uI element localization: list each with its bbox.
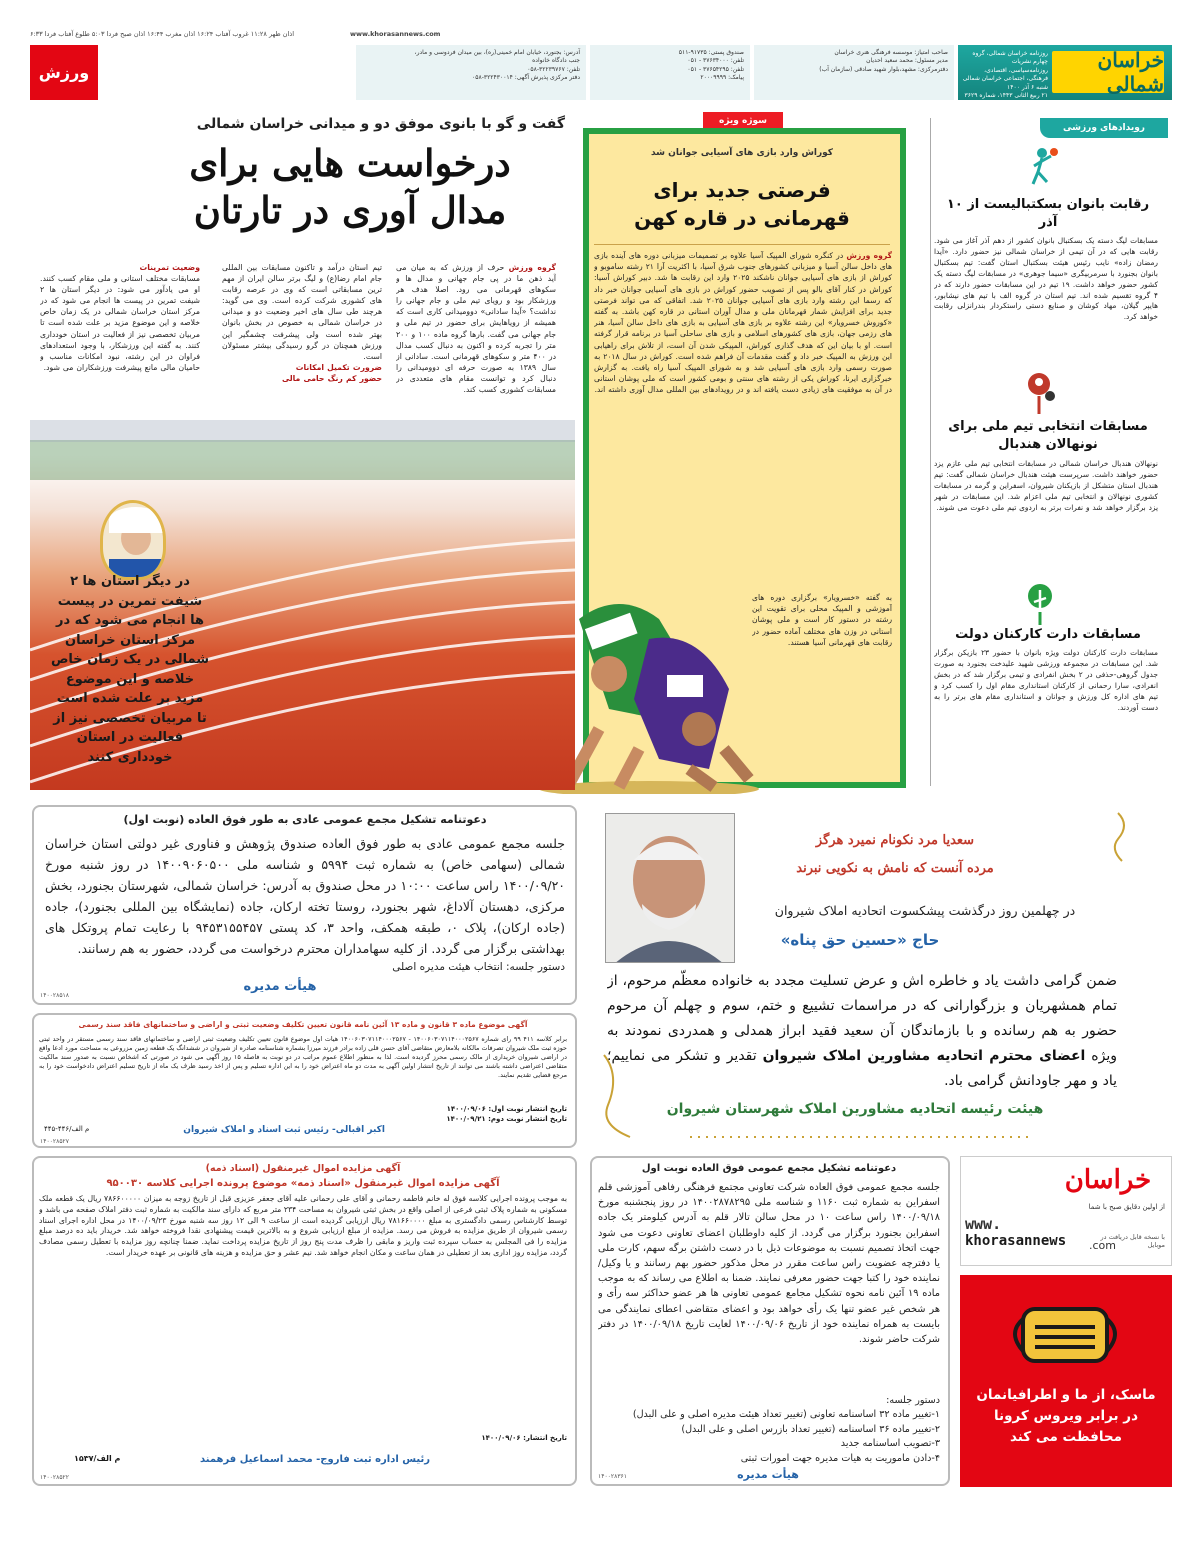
feature-subhead: حضور کم رنگ حامی مالی — [281, 373, 382, 383]
ad-text: به موجب پرونده اجرایی کلاسه فوق له خانم فاطمه رحمانی و آقای علی رحمانی علیه آقای جعفر عزیزی قبل از تاریخ زوجه به میزان ۷۸۶۶۰۰۰۰۰ ریال یک قطعه ملک مسکونی به شماره پلاک ثبتی فرعی از اصلی واقع در بخش ثبتی شیروان به مساحت ۲۳۴ متر مربع که دارای سند مالکیت به شماره ثبت دفتر املاک صفحه می باشد و توسط کارشناس رسمی دادگستری به مبلغ ۷۸۱۶۶۰۰۰۰ ریال ارزیابی گردیده است از ساعت ۹ الی ۱۲ روز سه شنبه مورخ ۱۴۰۰/۰۹/۲۳ در محل اداره اجرای اسناد رسمی شیروان از طریق مزایده به فروش می رسد. مزایده از مبلغ ارزیابی شروع و به بالاترین قیمت پیشنهادی نقدا فروخته خواهد شد. خریدار باید ده درصد مبلغ مزایده را فی المجلس به حساب سپرده ثبت واریز و مابقی را ظرف مدت پنج روز از تاریخ مزایده پرداخت نماید. ضمنا چنانچه روز مزایده با تعطیل رسمی مصادف گردد، مزایده روز اداری بعد از تعطیلی در همان ساعت و مکان انجام خواهد شد. نیم عشر و حق مزایده و هزینه های قانونی بر عهده خریدار است. — [39, 1194, 567, 1257]
column-divider — [930, 118, 931, 786]
ad-signature: رئیس اداره ثبت فاروج- محمد اسماعیل فرهمند — [199, 1454, 430, 1465]
ad-title: دعوتنامه تشکیل مجمع عمومی عادی به طور فوق العاده (نوبت اول) — [123, 813, 487, 826]
ad-date1: تاریخ انتشار نوبت اول: ۱۴۰۰/۰۹/۰۶ — [446, 1105, 567, 1113]
verse-line2: مرده آنست که نامش به نکویی نبرند — [796, 861, 994, 876]
ad-subtitle: آگهی مزایده اموال غیرمنقول «اسناد ذمه» موضوع پرونده اجرایی کلاسه ۹۵۰۰۳۰ — [106, 1178, 500, 1189]
feature-subhead: وضعیت تمرینات — [139, 263, 200, 272]
ad-code: ۱۴۰۰۲۸۵۱۸ — [40, 992, 70, 999]
ad-code2: ۱۴۰۰۲۸۵۲۲ — [40, 1474, 70, 1481]
special-text: گروه ورزش در کنگره شورای المپیک آسیا علاوه بر تصمیمات میزبانی دوره های آینده بازی های داخل سالن آسیا و میزبانی کشورهای جنوب شرق آسیا، با اکثریت آرا ۲۱ رشته ساموبو و کوراش از بازی های آسیایی جوانان ناشکند ۲۰۲۵ وارد این رقابت ها شد. دبیر کوراش آسیا: کوراش در کنار آقای بالو پس از تصویب حضور کوراش در بازی های آسیایی جوانان خبر داد که رسما این رشته وارد بازی های آسیایی جوانان ۲۰۲۵ شد. اتفاقی که می تواند فرصتی جدید برای افزایش شمار قهرمانان ملی و مدال آوران استانی در قاره کهن باشد. به گفته «کوروش خسرویار» این رشته علاوه بر بازی های آسیایی به بازی های داخل سالن آسیا، هنر های رزمی جهان، بازی های کشورهای اسلامی و بازی های ساحلی آسیا در برنامه قرار گرفته است. او با بیان این که هدف گذاری کوراش، المپیکی شدن آن است، از تلاش برای راهیابی این ورزش به المپیک خبر داد و گفت مقدمات آن فراهم شده است. کوراش در سال ۲۰۱۸ به صورت رسمی وارد بازی های آسیایی شد و به شورای المپیک آسیا راه یافت. به گزارش خبرگزاری ایرنا، کوراش یکی از رشته های سنتی و بومی کشور است که ملی پوشان استانی در آن به موفقیت های زیادی دست یافته اند و در رویدادهای بین المللی مدال آوری داشته اند. — [594, 251, 892, 395]
site-url[interactable]: www.khorasannews.com — [350, 30, 441, 38]
special-tag: سوژه ویژه — [703, 112, 783, 130]
ad-cooperative-notice — [590, 1156, 950, 1486]
ad-title: آگهی موضوع ماده ۳ قانون و ماده ۱۳ آئین نامه قانون تعیین تکلیف وضعیت ثبتی و اراضی و ساختمانهای فاقد سند رسمی — [78, 1020, 528, 1029]
ad-auction-notice — [32, 1156, 577, 1486]
ad-date2: تاریخ انتشار نوبت دوم: ۱۴۰۰/۰۹/۲۱ — [446, 1115, 567, 1123]
condolence-intro: در چهلمین روز درگذشت پیشکسوت اتحادیه املاک شیروان — [774, 903, 1076, 918]
special-title: فرصتی جدید برای قهرمانی در قاره کهن — [634, 178, 850, 230]
prayer-times: اذان ظهر ۱۱:۲۸ غروب آفتاب ۱۶:۲۴ اذان مغرب ۱۶:۴۴ اذان صبح فردا ۵:۰۳ طلوع آفتاب فردا ۶:۳۳ — [30, 30, 295, 38]
event-title: رقابت بانوان بسکتبالیست از ۱۰ آذر — [946, 197, 1150, 230]
ad-text: جلسه مجمع عمومی عادی به طور فوق العاده صندوق پژوهش و فناوری غیر دولتی استان خراسان شمالی (سهامی خاص) به شماره ثبت ۵۹۹۴ و شناسه ملی ۱۴۰۰۹۰۶۰۵۰۰ در روز شنبه مورخ ۱۴۰۰/۰۹/۲۰ راس ساعت ۱۰:۰۰ در محل صندوق به آدرس: خراسان شمالی، شهرستان بجنورد، بخش مرکزی، دهستان آلاداغ، شهر بجنورد، روستا تخته ارکان، جاده (نمایشگاه بین المللی بجنورد)، جاده (جاده ارکان)، پلاک ۰، طبقه همکف، واحد ۳، کد پستی ۹۴۵۳۱۵۵۴۵۷ با رعایت تمام پروتکل های بهداشتی برگزار می گردد. از کلیه سهامداران محترم درخواست می گردد، حضور به هم رسانند. — [45, 836, 565, 956]
special-divider — [594, 244, 890, 245]
portrait-icon — [605, 814, 734, 963]
mask-text: ماسک، از ما و اطرافیانمان در برابر ویروس کرونا محافظت می کند — [976, 1387, 1156, 1445]
ad-title: آگهی مزایده اموال غیرمنقول (اسناد ذمه) — [205, 1163, 401, 1174]
athlete-avatar — [100, 500, 166, 580]
ad-signature: اکبر اقبالی- رئیس ثبت اسناد و املاک شیروان — [183, 1125, 385, 1135]
mask-icon — [1005, 1295, 1125, 1375]
khorasan-logo: خراسان — [1064, 1165, 1152, 1195]
event-text: مسابقات دارت کارکنان دولت ویژه بانوان با حضور ۲۳ بازیکن برگزار شد. این مسابقات در مجموعه ورزشی شهید علیدخت بجنورد به صورت جدول گروهی-حذفی در ۲ بخش انفرادی و تیمی برگزار شد که در بخش انفرادی، سارا رحمانی از کارکنان استانداری مقام اول را کسب کرد و تیم های اداره کل ورزش و جوانان و استانداری مقام های برتر را به دست آوردند. — [934, 648, 1158, 712]
postal-info: صندوق پستی: ۹۱۷۳۵-۵۱۱ تلفن: ۳۷۶۳۴۰۰۰ - ۰۵۱ تلفن: ۳۷۶۵۴۲۹۵ - ۰۵۱ پیامک: ۲۰۰۰۹۹۹۹ — [590, 45, 750, 100]
running-icon — [1025, 582, 1055, 626]
khorasan-tagline: از اولین دقایق صبح با شما — [1088, 1203, 1165, 1211]
ad-signature: هیأت مدیره — [737, 1468, 799, 1481]
khorasan-url: www. khorasannews — [965, 1215, 1067, 1249]
ad-code: ۱۴۰۰۲۸۳۶۱ — [598, 1473, 628, 1480]
special-report — [583, 128, 906, 788]
deceased-name: حاج «حسین حق پناه» — [780, 931, 940, 949]
feature-byline: گروه ورزش — [508, 263, 556, 272]
condolence-text: ضمن گرامی داشت یاد و خاطره اش و عرض تسلیت مجدد به خانواده معظّم مرحوم، از تمام همشهریان و بزرگوارانی که در مراسمات تشییع و ختم، سوم و چهلم آن مرحوم حضور به هم رسانده و با بازماندگان آن سعید فقید ابراز همدلی و همدردی نمودند به ویژه اعضای محترم اتحادیه مشاورین املاک شیروان تقدیر و تشکر می نماییم؛ یاد و مهر جاودانش گرامی باد. — [607, 973, 1117, 1089]
special-text-cont: به گفته «خسرویار» برگزاری دوره های آموزشی و المپیک محلی برای تقویت این رشته در دستور کار است و ملی پوشان استانی در وزن های مختلف آماده حضور در رقابت های قهرمانی آسیا هستند. — [752, 593, 892, 647]
ad-agenda: دستور جلسه: انتخاب هیئت مدیره اصلی — [392, 961, 565, 973]
ad-text: برابر کلاسه ۴۱۱ ۹۹ رای شماره ۱۴۰۰۶۰۳۰۷۱۱۴۰۰۰۲۵۶۷ - ۱۴۰۰۶۰۳۰۷۱۱۴۰۰۰۲۵۶۷ هیات اول موضوع قانون تعیین تکلیف وضعیت ثبتی اراضی و ساختمانهای فاقد سند رسمی مستقر در واحد ثبتی حوزه ثبت ملک شیروان تصرفات مالکانه بلامعارض متقاضی آقای حسن قلی زاده برادر فرزند میرزا بشماره شناسنامه صادره از شیروان در ششدانگ یک قطعه زمین مزروعی به مساحت مورد ادعا واقع در اراضی شیروان خریداری از مالک رسمی محرز گردیده است. لذا به منظور اطلاع عموم مراتب در دو نوبت به فاصله ۱۵ روز آگهی می شود در صورتی که اشخاص نسبت به صدور سند مالکیت متقاضی اعتراضی داشته باشند می توانند از تاریخ انتشار اولین آگهی به مدت دو ماه اعتراض خود را به این اداره تسلیم و پس از اخذ رسید ظرف یک ماه از تاریخ تسلیم اعتراض دادخواست خود را به مرجع قضایی تقدیم نمایند. — [39, 1035, 567, 1079]
mask-ad[interactable] — [960, 1275, 1172, 1487]
ad-date: تاریخ انتشار: ۱۴۰۰/۰۹/۰۶ — [481, 1434, 567, 1442]
address-info: آدرس: بجنورد، خیابان امام خمینی(ره)، بین میدان فردوسی و مادر، جنب دادگاه خانواده تلفن: ۳۲۲۳۹۷۶۷-۰۵۸ دفتر مرکزی پذیرش آگهی: ۳۲۲۴۳۰۰۱۴-۰۵۸ — [356, 45, 586, 100]
ad-assembly-notice — [32, 805, 577, 1005]
feature-title: درخواست هایی برای مدال آوری در تارتان — [189, 141, 511, 232]
condolence-highlight: اعضای محترم اتحادیه مشاورین املاک شیروان — [762, 1048, 1086, 1064]
feature-subhead: ضرورت تکمیل امکانات — [295, 362, 382, 372]
event-text: نونهالان هندبال خراسان شمالی در مسابقات انتخابی تیم ملی عازم یزد حضور خواهند داشت. سرپرست هیئت هندبال خراسان شمالی گفت: تیم هندبال استان متشکل از بازیکنان شیروان، اسفراین و گرمه در مسابقات کشوری نونهالان و انتخابی تیم ملی اعزام شد. این مسابقات در شهر یزد برگزار خواهد شد و نفرات برتر به اردوی تیم ملی دعوت می شوند. — [934, 459, 1158, 512]
ad-code2: ۱۴۰۰۲۸۵۲۷ — [40, 1138, 70, 1145]
ad-text: جلسه مجمع عمومی فوق العاده شرکت تعاونی مجتمع فرهنگی رفاهی آموزشی قلم اسفراین به شماره ثبت ۱۱۶۰ و شناسه ملی ۱۴۰۰۲۸۷۸۲۹۵ در روز پنجشنبه مورخ ۱۴۰۰/۰۹/۱۸ راس ساعت ۱۰ در محل سالن تالار قلم به آدرس کیلومتر یک جاده اسفراین بجنورد برگزار می گردد. از کلیه داوطلبان اعضای تعاونی دعوت می شود جهت اتخاذ تصمیم نسبت به موضوعات ذیل با در دست داشتن برگه سهم، کارت ملی یا دفترچه عضویت راس ساعت مقرر در محل مذکور حضور بهم رسانند و یا وکیل/نماینده خود را کتبا جهت حضور معرفی نمایند. ضمنا به اطلاع می رساند که به موجب ماده ۱۹ آئین نامه نحوه تشکیل مجامع عمومی تعاونی ها هر عضو حداکثر سه رأی و هر شخص غیر عضو تنها یک رأی خواهد بود و اعضای متقاضی اعطای نمایندگی می بایست به همراه نماینده خود از تاریخ ۱۴۰۰/۰۹/۰۶ لغایت تاریخ ۱۴۰۰/۰۹/۱۸ در دفتر شرکت حاضر شوند. — [598, 1182, 940, 1346]
events-tag: رویدادهای ورزشی — [1040, 118, 1168, 138]
event-title: مسابقات انتخابی تیم ملی برای نونهالان هندبال — [948, 419, 1148, 452]
feature-col3: وضعیت تمرینات مسابقات مختلف استانی و ملی مقام کسب کنند. او می یادآور می شود: در دیگر استان ها ۲ شیفت تمرین در پیست ها انجام می شود که در مرکز استان خراسان شمالی در یک زمان خاص خلاصه و این موضوع مزید بر علت شده است تا مربیان تخصصی نیز از فعالیت در استان خودداری کنند. به گفته این ورزشکار، با وجود استعدادهای فراوان در این رشته، نبود امکانات مناسب و حامیان مالی مانع پیشرفت ورزشکاران می شود. — [40, 263, 200, 372]
top-strip — [30, 30, 1172, 42]
special-byline: گروه ورزش — [846, 251, 892, 260]
section-tag[interactable]: ورزش — [30, 45, 98, 100]
issue-info: روزنامه خراسان شمالی، گروه چهارم نشریات روزنامه‌سیاسی، اقتصادی، فرهنگی، اجتماعی خراسان شمالی شنبه ۶ آذر ۱۴۰۰ ۲۱ ربیع الثانی ۱۴۴۳، شماره ۳۶۲۹ — [962, 50, 1048, 100]
event-title: مسابقات دارت کارکنان دولت — [955, 627, 1141, 642]
khorasan-ad[interactable] — [960, 1156, 1172, 1266]
ad-land-notice — [32, 1013, 577, 1148]
ad-code: م الف/۱۵۳۷ — [74, 1454, 121, 1463]
owner-info: صاحب امتیاز: موسسه فرهنگی هنری خراسان مدیر مسئول: محمد سعید احدیان دفترمرکزی: مشهد،بلوار شهید صادقی (سازمان آب) — [754, 45, 954, 100]
condolence-notice — [590, 805, 1135, 1145]
handball-icon — [1022, 372, 1056, 416]
masthead — [30, 45, 1172, 100]
basketball-icon — [1025, 146, 1059, 186]
newspaper-logo[interactable]: خراسان شمالی — [1052, 51, 1164, 93]
ad-signature: هیأت مدیره — [243, 979, 317, 994]
sports-events-column — [930, 118, 1168, 786]
special-kicker: کوراش وارد بازی های آسیایی جوانان شد — [650, 148, 834, 158]
ad-code: م الف/۴۴۶-۴۴۵ — [44, 1125, 90, 1133]
event-text: مسابقات لیگ دسته یک بسکتبال بانوان کشور از دهم آذر آغاز می شود. رقابت هایی که در آن تیمی از خراسان شمالی نیز حضور دارد. «آیدا رمضان زاده» نایب رئیس هیئت بسکتبال استان گفت: تیم بسکتبال بانوان بجنورد با سرمربیگری «سیما جوهری» در مسابقات لیگ دسته یک کشور حضور خواهد داشت. ۱۹ تیم در این مسابقات حضور دارند که در ۴ گروه تقسیم شده اند. تیم استان در گروه الف با تیم های نیشابور، هایپر گیلان، مهاد کوشان و صنایع دستی راستکردار بندرانزلی رقابت خواهد کرد. — [934, 236, 1158, 322]
feature-subtitle: گفت و گو با بانوی موفق دو و میدانی خراسان شمالی — [196, 116, 565, 132]
ad-agenda: دستور جلسه: ۱-تغییر ماده ۳۲ اساسنامه تعاونی (تغییر تعداد هیئت مدیره اصلی و علی البدل) ۲-تغییر ماده ۳۶ اساسنامه (تغییر تعداد بازرس اصلی و علی البدل) ۳-تصویب اساسنامه جدید ۴-دادن ماموریت به هیات مدیره جهت امورات ثبتی — [632, 1395, 940, 1464]
khorasan-tld: .com — [1089, 1239, 1116, 1252]
ad-title: دعوتنامه تشکیل مجمع عمومی فوق العاده نوبت اول — [641, 1163, 897, 1174]
feature-col2: تیم استان درآمد و تاکنون مسابقات بین المللی جام امام رضا(ع) و لیگ برتر سالن ایران از مهم ترین مسابقاتی است که وی در عرصه رقابت های کشوری شرکت کرده است. وی می گوید: هرچند طی سال های اخیر وضعیت دو و میدانی در خراسان شمالی به خصوص در بخش بانوان بهتر شده است ولی پیشرفت چشمگیر این ورزش همچنان در گرو رسیدگی بیشتر مسئولان است. ضرورت تکمیل امکانات حضور کم رنگ حامی مالی — [222, 263, 382, 383]
pull-quote: در دیگر استان ها ۲ شیفت تمرین در پیست ها انجام می شود که در مرکز استان خراسان شمالی در یک زمان خاص خلاصه و این موضوع مزید بر علت شده است تا مربیان تخصصی نیز از فعالیت در استان خودداری کنند — [50, 574, 210, 765]
verse-line1: سعدیا مرد نکونام نمیرد هرگز — [815, 833, 975, 848]
brand-box — [958, 45, 1172, 100]
condolence-signature: هیئت رئیسه اتحادیه مشاورین املاک شهرستان شیروان — [666, 1101, 1044, 1117]
feature-col1: گروه ورزش حرف از ورزش که به میان می آید ذهن ما در پی جام جهانی و مدال ها و سکوهای قهرمانی می رود. اصلا هدف هر ورزشکار بود و رویای تیم ملی و جام جهانی را نداشت؟ «آیدا سادانی» دوومیدانی کاری است که همیشه از رویاهایش برای حضور در تیم ملی و جام جهانی می گفت. بارها گروه ماده ۱۰۰ و ۲۰۰ متر را تجربه کرده و اکنون به دنبال کسب مدال در ۴۰۰ متر و سکوهای قهرمانی است. سادانی از سال ۱۳۸۹ به صورت حرفه ای دوومیدانی را دنبال کرد و توانست مقام های متعددی در مسابقات کشوری کسب کند. — [396, 263, 556, 395]
khorasan-sub: با نسخه قابل دریافت در موبایل — [1100, 1233, 1165, 1249]
deceased-portrait — [605, 813, 735, 963]
